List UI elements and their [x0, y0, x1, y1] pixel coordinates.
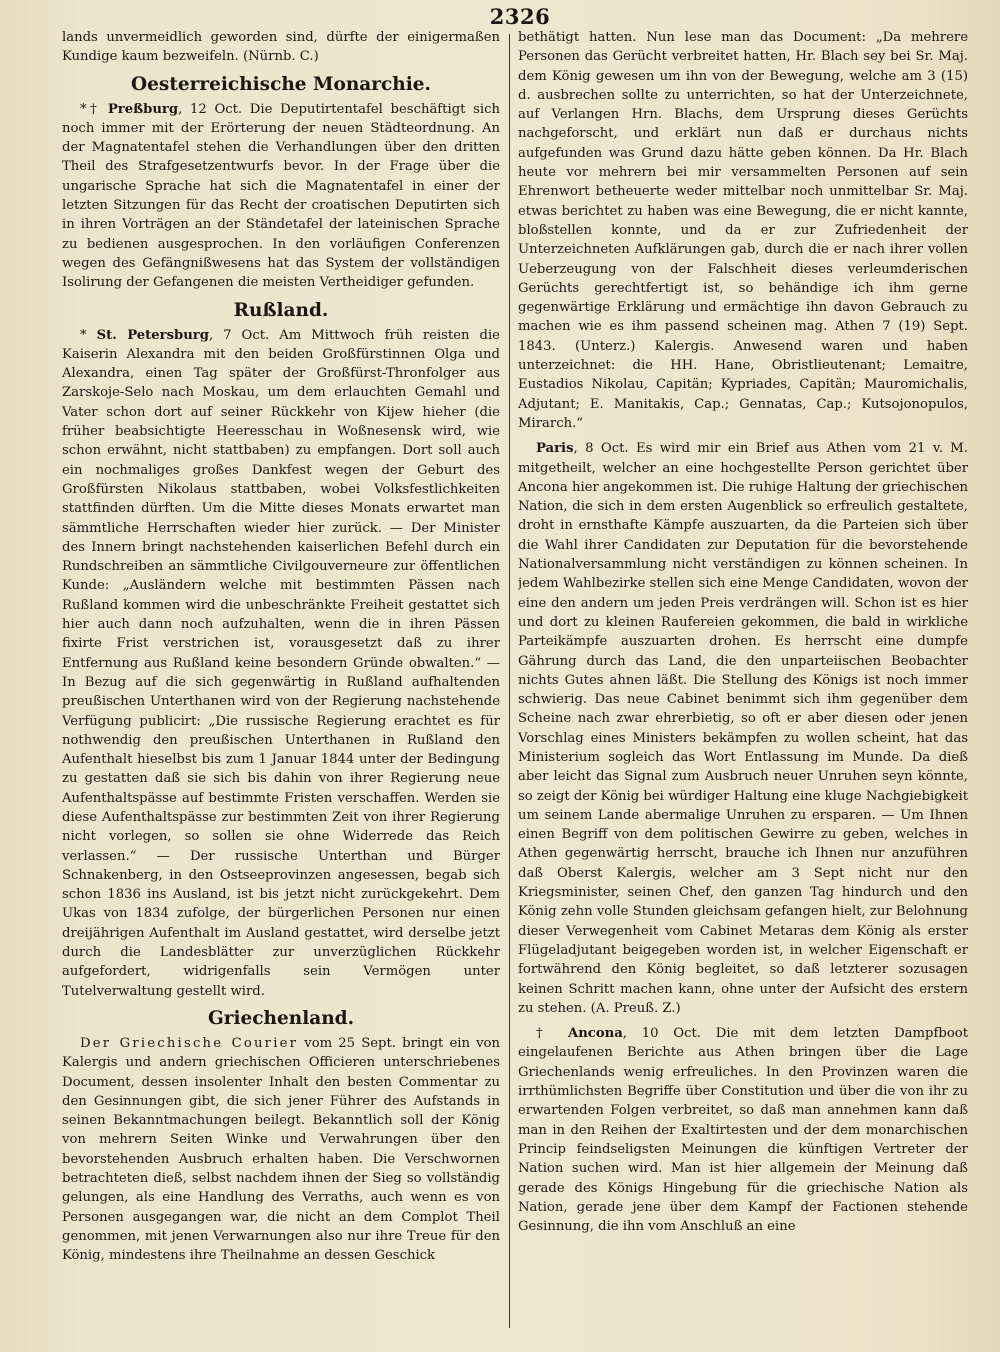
article-body: , 10 Oct. Die mit dem letzten Dampfboot eingelaufenen Berichte aus Athen bringen über die Lage Griechenlands wenig erfreuliches. In den Provinzen waren die irrthümlichsten Begriffe über Constitution und über die von ihr zu erwartenden Folgen verbreitet, so daß man annehmen kann daß man in den Reihen der Exaltirtesten und der dem monarchischen Princip feindseligsten Meinungen die künftigen Vertreter der Nation suchen wird. Man ist hier allgemein der Meinung daß gerade des Königs Hingebung für die griechische Nation als Nation, gerade jene über dem Kampf der Factionen stehende Gesinnung, die ihn vom Anschluß an eine [518, 1026, 968, 1235]
right-column [518, 28, 968, 1342]
article-body: , 7 Oct. Am Mittwoch früh reisten die Kaiserin Alexandra mit den beiden Großfürstinnen Olga und Alexandra, einen Tag später der Großfürst-Thronfolger aus Zarskoje-Selo nach Moskau, um dem erlauchten Gemahl und Vater schon dort auf seiner Rückkehr von Kijew hieher (die früher beabsichtigte Heeresschau in Woßnesensk wird, wie schon erwähnt, nicht stattbaben) zu empfangen. Dort soll auch ein nochmaliges großes Dankfest wegen der Geburt des Großfürsten Nikolaus stattbaben, wobei Volksfestlichkeiten stattfinden dürften. Um die Mitte dieses Monats erwartet man sämmtliche Herrschaften wieder hier zurück. — Der Minister des Innern bringt nachstehenden kaiserlichen Befehl durch ein Rundschreiben an sämmtliche Civilgouverneure zur öffentlichen Kunde: „Ausländern welche mit bestimmten Pässen nach Rußland kommen wird die unbeschränkte Freiheit gestattet sich hier auch dann noch aufzuhalten, wenn die in ihren Pässen fixirte Frist verstrichen ist, vorausgesetzt daß zu ihrer Entfernung aus Rußland keine besondern Gründe obwalten.“ — In Bezug auf die sich gegenwärtig in Rußland aufhaltenden preußischen Unterthanen wird von der Regierung nachstehende Verfügung publicirt: „Die russische Regierung erachtet es für nothwendig den preußischen Unterthanen in Rußland den Aufenthalt hieselbst bis zum 1 Januar 1844 unter der Bedingung zu gestatten daß sie sich bis dahin von ihrer Regierung neue Aufenthaltspässe auf bestimmte Fristen verschaffen. Werden sie diese Aufenthaltspässe zur bestimmten Zeit von ihrer Regierung nicht vorlegen, so sollen sie ohne Widerrede das Reich verlassen.“ — Der russische Unterthan und Bürger Schnakenberg, in den Ostseeprovinzen angesessen, begab sich schon 1836 ins Ausland, ist bis jetzt nicht zurückgekehrt. Dem Ukas von 1834 zufolge, der bürgerlichen Personen nur einen dreijährigen Aufenthalt im Ausland gestattet, wird derselbe jetzt durch die Landesblätter zur unverzüglichen Rückkehr aufgefordert, widrigenfalls sein Vermögen unter Tutelverwaltung gestellt wird. [62, 327, 500, 999]
publication-name: Der Griechische Courier [80, 1035, 299, 1051]
article-body: , 8 Oct. Es wird mir ein Brief aus Athen vom 21 v. M. mitgetheilt, welcher an eine hochgestellte Person gerichtet über Ancona hier angekommen ist. Die ruhige Haltung der griechischen Nation, die sich in dem ersten Augenblick so erfreulich gestaltete, droht in ernsthafte Kämpfe auszuarten, da die Parteien sich über die Wahl ihrer Candidaten zur Deputation für die bevorstehende Nationalversammlung nicht verständigen zu können scheinen. In jedem Wahlbezirke stellen sich eine Menge Candidaten, wovon der eine den andern um jeden Preis verdrängen will. Schon ist es hier und dort zu kleinen Raufereien gekommen, die bald in wirkliche Parteikämpfe auszuarten drohen. Es herrscht eine dumpfe Gährung durch das Land, die den unparteiischen Beobachter nichts Gutes ahnen läßt. Die Stellung des Königs ist noch immer schwierig. Das neue Cabinet benimmt sich ihm gegenüber dem Scheine nach zwar ehrerbietig, so oft er aber diesen oder jenen Vorschlag eines Ministers bekämpfen zu wollen scheint, hat das Ministerium sogleich das Wort Entlassung im Munde. Da dieß aber leicht das Signal zum Ausbruch neuer Unruhen seyn könnte, so zeigt der König bei würdiger Haltung eine kluge Nachgiebigkeit um seinem Lande abermalige Unruhen zu ersparen. — Um Ihnen einen Begriff von dem politischen Gewirre zu geben, welches in Athen gegenwärtig herrscht, brauche ich Ihnen nur anzuführen daß Oberst Kalergis, welcher am 3 Sept nicht nur den Kriegsminister, seinen Chef, den ganzen Tag hindurch und den König zehn volle Stunden gleichsam gefangen hielt, zur Belohnung dieser Verwegenheit vom Cabinet Metaras dem König als erster Flügeladjutant beigegeben worden ist, in welcher Eigenschaft er fortwährend den König begleitet, so daß letzterer sozusagen keinen Schritt machen kann, ohne unter der Aufsicht des erstern zu stehen. (A. Preuß. Z.) [518, 441, 968, 1016]
article-body: , 12 Oct. Die Deputirtentafel beschäftigt sich noch immer mit der Erörterung der neuen Städteordnung. An der Magnatentafel stehen die Verhandlungen über den dritten Theil des Strafgesetzentwurfs bevor. In der Frage über die ungarische Sprache hat sich die Magnatentafel in einer der letzten Sitzungen für das Recht der croatischen Deputirten sich in ihren Vorträgen an der Ständetafel der lateinischen Sprache zu bedienen ausgesprochen. In den vorläufigen Conferenzen wegen des Gefängnißwesens hat das System der vollständigen Isolirung der Gefangenen die meisten Vertheidiger gefunden. [62, 101, 500, 291]
article-pressburg [62, 100, 500, 293]
heading-greece: Griechenland. [207, 1007, 355, 1029]
article-st-petersburg [62, 326, 500, 1001]
article-paris [518, 439, 968, 1018]
article-body: vom 25 Sept. bringt ein von Kalergis und andern griechischen Officieren unterschriebenes Document, dessen insolenter Inhalt den besten Commentar zu den Gesinnungen gibt, die sich jener Führer des Aufstands in seinen Bekanntmachungen beilegt. Bekanntlich soll der König von mehrern Seiten Winke und Verwahrungen über den bevorstehenden Ausbruch erhalten haben. Die Verschwornen betrachteten dieß, selbst nachdem ihnen der Sieg so vollständig gelungen, als eine Handlung des Verraths, auch wenn es von Personen ausgegangen war, die nicht an dem Complot Theil genommen, mit jenen Verwarnungen also nur ihre Treue für den König, mindestens ihre Theilnahme an dessen Geschick [62, 1035, 500, 1264]
article-prefix: † [536, 1026, 568, 1042]
article-prefix: * [80, 327, 97, 343]
dateline-place: Ancona [567, 1026, 623, 1042]
dateline-place: Preßburg [107, 101, 179, 117]
column-divider [509, 34, 510, 1328]
left-column [62, 28, 500, 1342]
dateline-place: St. Petersburg [96, 327, 209, 343]
intro-continuation: lands unvermeidlich geworden sind, dürfte der einigermaßen Kundige kaum bezweifeln. (Nürnb. C.) [62, 30, 500, 65]
heading-russia: Rußland. [233, 299, 329, 321]
page-number: 2326 [489, 4, 551, 29]
dateline-place: Paris [536, 441, 574, 457]
heading-austria: Oesterreichische Monarchie. [131, 73, 431, 95]
document-continuation: bethätigt hatten. Nun lese man das Document: „Da mehrere Personen das Gerücht verbreitet hatten, Hr. Blach sey bei Sr. Maj. dem König gewesen um ihn von der Bewegung, welche am 3 (15) d. ausbrechen sollte zu unterrichten, so hat der Unterzeichnete, auf Verlangen Hrn. Blachs, dem Ursprung dieses Gerüchts nachgeforscht, und erklärt nun daß er durchaus nichts aufgefunden was Grund dazu hätte geben können. Da Hr. Blach heute vor mehrern bei mir versammelten Personen auf sein Ehrenwort betheuerte weder mittelbar noch unmittelbar Sr. Maj. etwas berichtet zu haben was eine Bewegung, die er nicht kannte, bloßstellen konnte, und da er zur Zufriedenheit der Unterzeichneten Aufklärungen gab, durch die er nach ihrer vollen Ueberzeugung von der Falschheit dieses verleumderischen Gerüchts gerechtfertigt ist, so behändige ich ihm gerne gegenwärtige Erklärung und ermächtige ihn davon Gebrauch zu machen wie es ihm passend scheinen mag. Athen 7 (19) Sept. 1843. (Unterz.) Kalergis. Anwesend waren und haben unterzeichnet: die HH. Hane, Obristlieutenant; Lemaitre, Eustadios Nikolau, Capitän; Kypriades, Capitän; Mauromichalis, Adjutant; E. Manitakis, Cap.; Gennatas, Cap.; Kutsojonopulos, Mirarch.“ [518, 30, 968, 431]
article-prefix: *† [80, 101, 108, 117]
article-greek-courier [62, 1034, 500, 1266]
article-ancona [518, 1024, 968, 1236]
